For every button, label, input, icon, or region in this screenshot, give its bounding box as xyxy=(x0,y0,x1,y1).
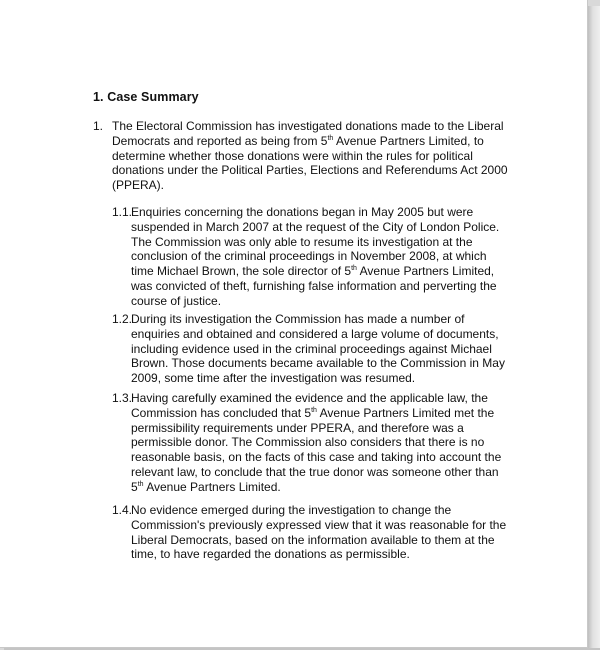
text-line xyxy=(131,533,506,548)
text-segment: No evidence emerged during the investigation to change the xyxy=(131,503,452,517)
subparagraph-text xyxy=(131,205,499,309)
paragraph-number: 1. xyxy=(93,119,104,133)
text-segment: Avenue Partners Limited, to xyxy=(333,133,484,148)
ordinal-suffix: th xyxy=(311,406,317,414)
text-segment: Avenue Partners Limited. xyxy=(143,479,281,494)
text-line xyxy=(131,220,499,235)
text-segment: Democrats and reported as being from 5 xyxy=(112,133,328,148)
page-shadow xyxy=(588,6,600,650)
text-line xyxy=(112,134,508,149)
text-segment: conclusion of the criminal proceedings in November 2008, at which xyxy=(131,249,487,264)
subparagraph-number: 1.1. xyxy=(112,205,133,219)
section-heading: 1. Case Summary xyxy=(93,90,199,104)
text-segment: relevant law, to conclude that the true donor was someone other than xyxy=(131,464,499,479)
ordinal-suffix: th xyxy=(327,134,334,142)
text-segment: enquiries and obtained and considered a large volume of documents, xyxy=(131,326,499,341)
text-line xyxy=(131,356,505,371)
subparagraph-text xyxy=(131,391,501,495)
subparagraph-number: 1.2. xyxy=(112,312,133,326)
text-segment: Commission has concluded that 5 xyxy=(131,405,312,420)
text-segment: time Michael Brown, the sole director of 5 xyxy=(131,264,352,279)
text-segment: Liberal Democrats, based on the information available to them at the xyxy=(131,532,495,547)
text-segment: reasonable basis, on the facts of this case and taking into account the xyxy=(131,450,502,465)
text-line xyxy=(131,391,501,406)
text-line xyxy=(131,503,506,518)
text-line xyxy=(131,294,499,309)
text-line xyxy=(131,435,501,450)
subparagraph-text xyxy=(131,503,506,562)
text-line xyxy=(131,371,505,386)
paragraph-text xyxy=(112,119,508,193)
text-segment: During its investigation the Commission has made a number of xyxy=(131,312,465,326)
text-line xyxy=(131,480,501,495)
text-segment: time, to have regarded the donations as permissible. xyxy=(131,547,410,562)
ordinal-suffix: th xyxy=(351,265,357,273)
text-segment: 2009, some time after the investigation was resumed. xyxy=(131,371,416,386)
text-line xyxy=(131,547,506,562)
text-segment: donations under the Political Parties, Elections and Referendums Act 2000 xyxy=(112,163,508,178)
subparagraph-text xyxy=(131,312,505,386)
text-line xyxy=(131,312,505,327)
text-segment: course of justice. xyxy=(131,293,222,308)
text-segment: Commission's previously expressed view that it was reasonable for the xyxy=(131,517,507,532)
text-line xyxy=(112,119,508,134)
text-line xyxy=(131,406,501,421)
text-line xyxy=(131,235,499,250)
subparagraph-number: 1.3. xyxy=(112,391,133,405)
text-segment: Avenue Partners Limited met the xyxy=(316,405,495,420)
text-line xyxy=(112,178,508,193)
text-line xyxy=(131,342,505,357)
text-line xyxy=(131,327,505,342)
text-segment: was convicted of theft, furnishing false information and perverting the xyxy=(131,278,497,293)
text-line xyxy=(131,264,499,279)
text-line xyxy=(131,450,501,465)
text-segment: permissible donor. The Commission also considers that there is no xyxy=(131,435,485,450)
text-segment: suspended in March 2007 at the request of the City of London Police. xyxy=(131,219,500,234)
text-segment: The Commission was only able to resume its investigation at the xyxy=(131,234,473,249)
text-line xyxy=(131,465,501,480)
text-segment: Enquiries concerning the donations began in May 2005 but were xyxy=(131,205,474,219)
text-line xyxy=(131,518,506,533)
text-line xyxy=(131,279,499,294)
text-segment: Avenue Partners Limited, xyxy=(356,264,495,279)
text-segment: Having carefully examined the evidence and the applicable law, the xyxy=(131,391,488,405)
text-segment: permissibility requirements under PPERA, and therefore was a xyxy=(131,420,464,435)
text-line xyxy=(131,421,501,436)
text-line xyxy=(112,149,508,164)
text-segment: Brown. Those documents became available to the Commission in May xyxy=(131,356,505,371)
text-segment: 5 xyxy=(131,479,138,494)
text-line xyxy=(131,249,499,264)
text-segment: including evidence used in the criminal proceedings against Michael xyxy=(131,341,492,356)
text-segment: (PPERA). xyxy=(112,178,165,193)
ordinal-suffix: th xyxy=(137,480,144,488)
text-line xyxy=(112,163,508,178)
text-segment: The Electoral Commission has investigated donations made to the Liberal xyxy=(112,119,504,133)
text-segment: determine whether those donations were within the rules for political xyxy=(112,148,473,163)
subparagraph-number: 1.4. xyxy=(112,503,133,517)
text-line xyxy=(131,205,499,220)
